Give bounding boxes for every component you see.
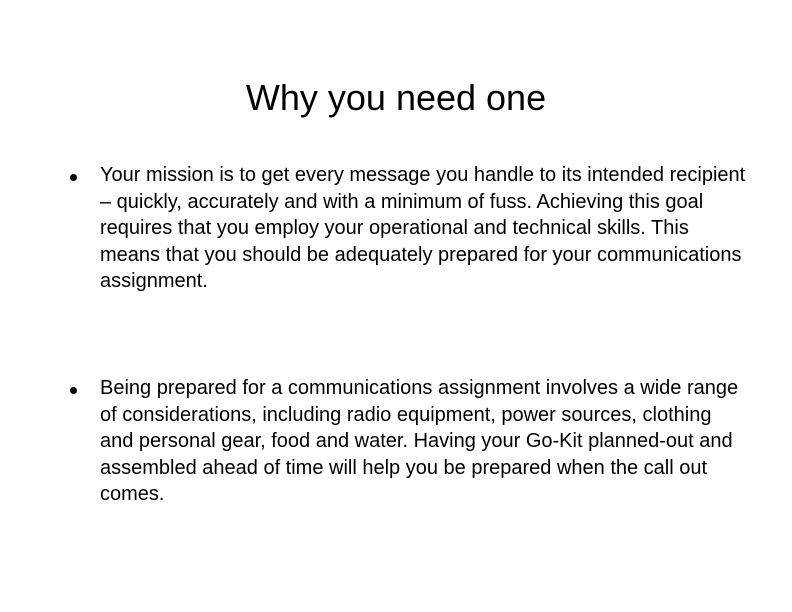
- bullet-text: Your mission is to get every message you handle to its intended recipient – quickly, accurately and with a minimum of fuss. Achieving this goal requires that you employ your operational and technical skills. This means that you should be adequately prepared for your communications assignment.: [100, 164, 746, 292]
- bullet-text: Being prepared for a communications assignment involves a wide range of considerations, including radio equipment, power sources, clothing and personal gear, food and water. Having your Go-Kit planned-out and assembled ahead of time will help you be prepared when the call out comes.: [100, 377, 739, 505]
- bullet-dot-icon: [70, 387, 77, 394]
- bullet-dot-icon: [70, 174, 77, 181]
- slide-title: Why you need one: [245, 77, 547, 118]
